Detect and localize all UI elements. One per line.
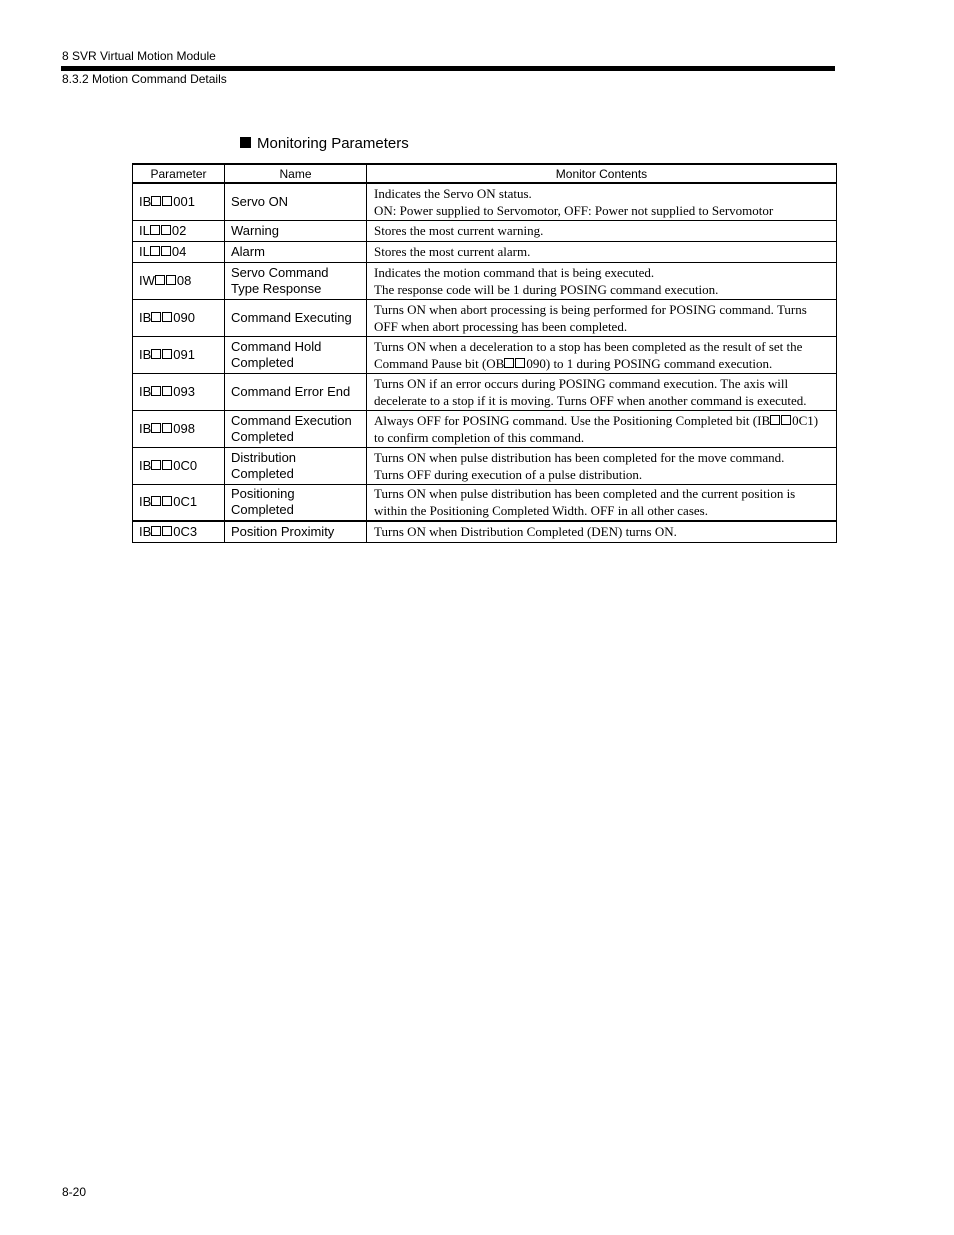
- placeholder-box-icon: [162, 526, 172, 536]
- description-cell: Turns ON if an error occurs during POSING command execution. The axis will decelerate to a stop if it is moving. Turns OFF when another command is executed.: [367, 373, 837, 410]
- table-row: [133, 336, 837, 373]
- placeholder-box-icon: [161, 246, 171, 256]
- placeholder-box-icon: [162, 312, 172, 322]
- table-row: [133, 521, 837, 542]
- parameter-cell: IB 091: [133, 336, 225, 373]
- placeholder-box-icon: [151, 423, 161, 433]
- parameter-cell: IL 02: [133, 220, 225, 241]
- placeholder-box-icon: [155, 275, 165, 285]
- description-cell: Turns ON when Distribution Completed (DEN) turns ON.: [367, 521, 837, 542]
- description-cell: Stores the most current warning.: [367, 220, 837, 241]
- placeholder-box-icon: [162, 196, 172, 206]
- name-cell: Position Proximity: [225, 521, 367, 542]
- placeholder-box-icon: [151, 349, 161, 359]
- placeholder-box-icon: [162, 423, 172, 433]
- description-cell: Turns ON when pulse distribution has been completed and the current position is within the Positioning Completed Width. OFF in all other cases.: [367, 484, 837, 521]
- description-cell: Stores the most current alarm.: [367, 241, 837, 262]
- placeholder-box-icon: [151, 460, 161, 470]
- section-title: Monitoring Parameters: [257, 135, 409, 152]
- table-row: [133, 183, 837, 220]
- description-cell: Turns ON when pulse distribution has been completed for the move command. Turns OFF during execution of a pulse distribution.: [367, 447, 837, 484]
- table-row: [133, 220, 837, 241]
- name-cell: Servo ON: [225, 183, 367, 220]
- parameter-cell: IB 098: [133, 410, 225, 447]
- table-row: [133, 299, 837, 336]
- column-header-name: Name: [225, 164, 367, 183]
- monitoring-parameters-table: [132, 163, 837, 543]
- description-cell: Turns ON when a deceleration to a stop has been completed as the result of set the Command Pause bit (OB 090) to 1 during POSING command execution.: [367, 336, 837, 373]
- description-cell: Turns ON when abort processing is being performed for POSING command. Turns OFF when abort processing has been completed.: [367, 299, 837, 336]
- placeholder-box-icon: [151, 526, 161, 536]
- table-row: [133, 447, 837, 484]
- square-bullet-icon: [240, 137, 251, 148]
- placeholder-box-icon: [770, 415, 780, 425]
- placeholder-box-icon: [162, 460, 172, 470]
- name-cell: Command Execution Completed: [225, 410, 367, 447]
- parameter-cell: IB 0C1: [133, 484, 225, 521]
- section-heading: [240, 135, 409, 152]
- parameter-cell: IB 0C0: [133, 447, 225, 484]
- description-cell: Indicates the Servo ON status. ON: Power supplied to Servomotor, OFF: Power not supplied to Servomotor: [367, 183, 837, 220]
- placeholder-box-icon: [151, 496, 161, 506]
- placeholder-box-icon: [504, 358, 514, 368]
- table-row: [133, 410, 837, 447]
- name-cell: Alarm: [225, 241, 367, 262]
- page-number: 8-20: [62, 1185, 87, 1199]
- parameter-cell: IW 08: [133, 262, 225, 299]
- table-row: [133, 484, 837, 521]
- name-cell: Servo Command Type Response: [225, 262, 367, 299]
- chapter-header: 8 SVR Virtual Motion Module: [62, 49, 216, 63]
- name-cell: Command Error End: [225, 373, 367, 410]
- name-cell: Positioning Completed: [225, 484, 367, 521]
- column-header-parameter: Parameter: [133, 164, 225, 183]
- placeholder-box-icon: [150, 225, 160, 235]
- placeholder-box-icon: [515, 358, 525, 368]
- placeholder-box-icon: [781, 415, 791, 425]
- name-cell: Command Hold Completed: [225, 336, 367, 373]
- table-row: [133, 262, 837, 299]
- table-header-row: [133, 164, 837, 183]
- placeholder-box-icon: [166, 275, 176, 285]
- placeholder-box-icon: [162, 386, 172, 396]
- parameter-cell: IL 04: [133, 241, 225, 262]
- name-cell: Warning: [225, 220, 367, 241]
- column-header-monitor-contents: Monitor Contents: [367, 164, 837, 183]
- placeholder-box-icon: [151, 196, 161, 206]
- table-row: [133, 241, 837, 262]
- description-cell: Always OFF for POSING command. Use the Positioning Completed bit (IB 0C1) to confirm completion of this command.: [367, 410, 837, 447]
- parameter-cell: IB 093: [133, 373, 225, 410]
- placeholder-box-icon: [161, 225, 171, 235]
- placeholder-box-icon: [151, 312, 161, 322]
- parameter-cell: IB 001: [133, 183, 225, 220]
- name-cell: Command Executing: [225, 299, 367, 336]
- description-cell: Indicates the motion command that is being executed. The response code will be 1 during POSING command execution.: [367, 262, 837, 299]
- placeholder-box-icon: [162, 496, 172, 506]
- parameter-cell: IB 0C3: [133, 521, 225, 542]
- placeholder-box-icon: [162, 349, 172, 359]
- name-cell: Distribution Completed: [225, 447, 367, 484]
- placeholder-box-icon: [151, 386, 161, 396]
- header-rule: [61, 66, 835, 71]
- section-header: 8.3.2 Motion Command Details: [62, 72, 227, 86]
- table-row: [133, 373, 837, 410]
- parameter-cell: IB 090: [133, 299, 225, 336]
- placeholder-box-icon: [150, 246, 160, 256]
